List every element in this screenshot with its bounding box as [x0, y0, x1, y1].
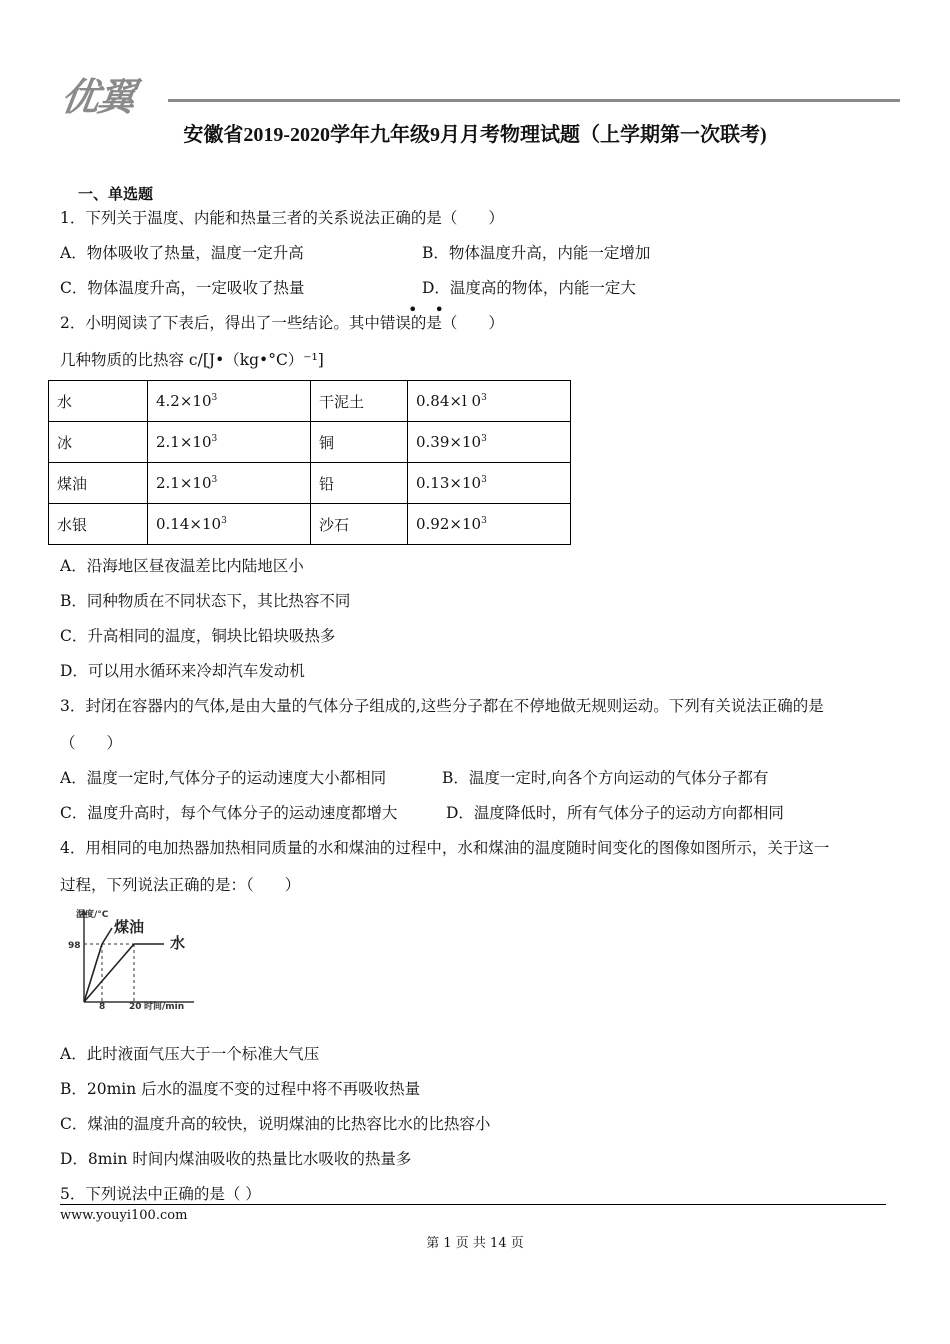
q3-stem-continued: （ ） — [60, 734, 123, 752]
q3-option-d: D．温度降低时，所有气体分子的运动方向都相同 — [446, 804, 784, 822]
table-cell: 干泥土 — [311, 381, 408, 422]
oil-label: 煤油 — [114, 918, 145, 936]
q2-stem: 2．小明阅读了下表后，得出了一些结论。其中错误的是（ ） — [60, 314, 504, 332]
section-heading: 一、单选题 — [78, 185, 154, 203]
table-row — [49, 381, 571, 422]
table-cell: 铜 — [311, 422, 408, 463]
q2-option-d: D．可以用水循环来冷却汽车发动机 — [60, 662, 305, 680]
q1-option-a: A．物体吸收了热量，温度一定升高 — [60, 244, 304, 262]
q4-option-b: B．20min 后水的温度不变的过程中将不再吸收热量 — [60, 1080, 421, 1098]
y-axis-label: 温度/°C — [76, 910, 109, 920]
water-line — [84, 944, 134, 1002]
table-cell — [408, 381, 571, 422]
q2-option-c: C．升高相同的温度，铜块比铅块吸热多 — [60, 627, 336, 645]
exponent: 3 — [211, 393, 218, 403]
table-cell — [148, 422, 311, 463]
emphasis-dots: • • — [408, 300, 450, 319]
oil-line-upper — [102, 928, 112, 944]
cell-value: 0.84×l 0 — [416, 392, 482, 410]
table-row — [49, 463, 571, 504]
q2-table-caption: 几种物质的比热容 c/[J•（kg•°C）⁻¹] — [60, 351, 324, 369]
q4-stem-continued: 过程，下列说法正确的是：（ ） — [60, 876, 301, 894]
q2-option-b: B．同种物质在不同状态下，其比热容不同 — [60, 592, 351, 610]
q1-option-d: D．温度高的物体，内能一定大 — [422, 279, 636, 297]
table-cell — [148, 504, 311, 545]
q4-option-d: D．8min 时间内煤油吸收的热量比水吸收的热量多 — [60, 1150, 412, 1168]
cell-value: 0.92×10 — [416, 515, 482, 533]
oil-line — [84, 944, 102, 1002]
q3-option-b: B．温度一定时,向各个方向运动的气体分子都有 — [442, 769, 769, 787]
q1-option-c: C．物体温度升高，一定吸收了热量 — [60, 279, 305, 297]
x-tick-8: 8 — [99, 1002, 106, 1010]
footer-url: www.youyi100.com — [60, 1208, 188, 1223]
q3-option-c: C．温度升高时，每个气体分子的运动速度都增大 — [60, 804, 398, 822]
footer-divider — [60, 1204, 886, 1205]
q4-option-c: C．煤油的温度升高的较快，说明煤油的比热容比水的比热容小 — [60, 1115, 491, 1133]
x-axis-label: 时间/min — [144, 1002, 185, 1010]
table-cell: 冰 — [49, 422, 148, 463]
exponent: 3 — [481, 516, 487, 526]
specific-heat-table — [48, 380, 571, 545]
table-cell — [148, 463, 311, 504]
cell-value: 2.1×10 — [156, 433, 212, 451]
exponent: 3 — [481, 393, 487, 403]
table-row — [49, 422, 571, 463]
page-title: 安徽省2019-2020学年九年级9月月考物理试题（上学期第一次联考) — [183, 124, 767, 146]
logo: 优翼 — [58, 75, 137, 119]
q1-stem: 1．下列关于温度、内能和热量三者的关系说法正确的是（ ） — [60, 209, 504, 227]
table-row — [49, 504, 571, 545]
q4-stem: 4．用相同的电加热器加热相同质量的水和煤油的过程中，水和煤油的温度随时间变化的图像如图所示，关于这一 — [60, 839, 830, 857]
cell-value: 0.14×10 — [156, 515, 222, 533]
exponent: 3 — [481, 434, 487, 444]
q1-option-b: B．物体温度升高，内能一定增加 — [422, 244, 651, 262]
q3-option-a: A．温度一定时,气体分子的运动速度大小都相同 — [60, 769, 387, 787]
table-cell: 水银 — [49, 504, 148, 545]
water-label: 水 — [170, 934, 186, 952]
table-cell: 煤油 — [49, 463, 148, 504]
table-cell — [408, 422, 571, 463]
y-tick-98: 98 — [68, 941, 81, 951]
table-cell: 铅 — [311, 463, 408, 504]
cell-value: 2.1×10 — [156, 474, 212, 492]
q3-stem: 3．封闭在容器内的气体,是由大量的气体分子组成的,这些分子都在不停地做无规则运动。下列有关说法正确的是 — [60, 697, 824, 715]
table-cell — [148, 381, 311, 422]
exponent: 3 — [211, 434, 218, 444]
cell-value: 0.13×10 — [416, 474, 482, 492]
table-cell — [408, 463, 571, 504]
table-cell: 沙石 — [311, 504, 408, 545]
cell-value: 4.2×10 — [156, 392, 212, 410]
q2-option-a: A．沿海地区昼夜温差比内陆地区小 — [60, 557, 304, 575]
x-tick-20: 20 — [129, 1002, 142, 1010]
q5-stem: 5．下列说法中正确的是（ ） — [60, 1185, 261, 1203]
table-cell — [408, 504, 571, 545]
header-divider — [168, 99, 900, 102]
cell-value: 0.39×10 — [416, 433, 482, 451]
exponent: 3 — [211, 475, 218, 485]
exponent: 3 — [481, 475, 487, 485]
table-cell: 水 — [49, 381, 148, 422]
exponent: 3 — [221, 516, 227, 526]
temperature-time-graph — [68, 906, 208, 1010]
page-number: 第 1 页 共 14 页 — [426, 1236, 524, 1251]
q4-option-a: A．此时液面气压大于一个标准大气压 — [60, 1045, 320, 1063]
